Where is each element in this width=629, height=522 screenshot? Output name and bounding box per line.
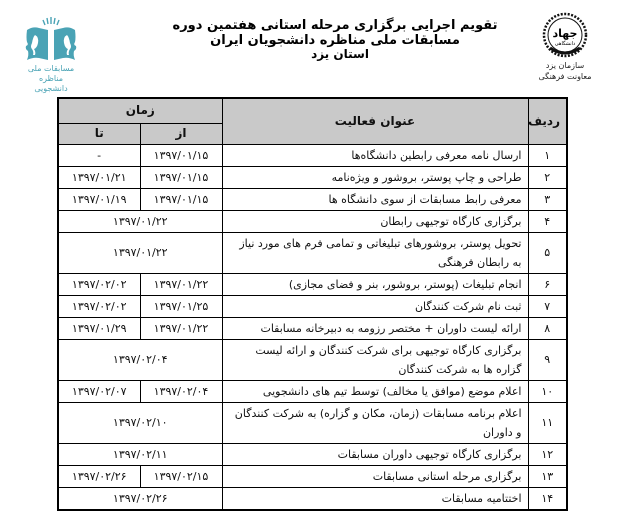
row-number: ۴ xyxy=(528,210,567,232)
activity-cell: معرفی رابط مسابقات از سوی دانشگاه ها xyxy=(222,188,528,210)
header-from: از xyxy=(140,123,222,144)
from-date: ۱۳۹۷/۰۱/۱۵ xyxy=(140,166,222,188)
header-radif: ردیف xyxy=(528,98,567,144)
schedule-table xyxy=(57,97,568,511)
row-number: ۶ xyxy=(528,273,567,295)
single-date: ۱۳۹۷/۰۲/۲۶ xyxy=(58,487,222,510)
activity-cell: اعلام برنامه مسابقات (زمان، مکان و گزاره) به شرکت کنندگان و داوران xyxy=(222,402,528,443)
to-date: ۱۳۹۷/۰۱/۱۹ xyxy=(58,188,140,210)
to-date: ۱۳۹۷/۰۲/۲۶ xyxy=(58,465,140,487)
single-date: ۱۳۹۷/۰۲/۱۰ xyxy=(58,402,222,443)
jahad-emblem-text: جهاد xyxy=(552,27,578,40)
activity-cell: برگزاری کارگاه توجیهی داوران مسابقات xyxy=(222,443,528,465)
activity-cell: طراحی و چاپ پوستر، بروشور و ویژه‌نامه xyxy=(222,166,528,188)
activity-cell: اعلام موضع (موافق یا مخالف) توسط تیم های دانشجویی xyxy=(222,380,528,402)
header-activity: عنوان فعالیت xyxy=(222,98,528,144)
row-number: ۷ xyxy=(528,295,567,317)
from-date: ۱۳۹۷/۰۱/۲۵ xyxy=(140,295,222,317)
jahad-emblem-icon xyxy=(530,10,600,62)
activity-cell: ارائه لیست داوران + مختصر رزومه به دبیرخانه مسابقات xyxy=(222,317,528,339)
from-date: ۱۳۹۷/۰۲/۱۵ xyxy=(140,465,222,487)
from-date: ۱۳۹۷/۰۱/۲۲ xyxy=(140,317,222,339)
row-number: ۸ xyxy=(528,317,567,339)
table-row xyxy=(58,402,567,443)
left-logo-line2: مناظره دانشجویی xyxy=(34,74,68,93)
single-date: ۱۳۹۷/۰۲/۰۴ xyxy=(58,339,222,380)
activity-cell: ثبت نام شرکت کنندگان xyxy=(222,295,528,317)
row-number: ۱۴ xyxy=(528,487,567,510)
row-number: ۲ xyxy=(528,166,567,188)
activity-cell: انجام تبلیغات (پوستر، بروشور، بنر و فضای مجازی) xyxy=(222,273,528,295)
header-time: زمان xyxy=(58,98,222,123)
activity-cell: برگزاری مرحله استانی مسابقات xyxy=(222,465,528,487)
to-date: ۱۳۹۷/۰۲/۰۲ xyxy=(58,295,140,317)
row-number: ۱ xyxy=(528,144,567,166)
table-row xyxy=(58,166,567,188)
table-row xyxy=(58,487,567,510)
from-date: ۱۳۹۷/۰۲/۰۴ xyxy=(140,380,222,402)
to-date: ۱۳۹۷/۰۲/۰۲ xyxy=(58,273,140,295)
from-date: ۱۳۹۷/۰۱/۱۵ xyxy=(140,144,222,166)
table-row xyxy=(58,465,567,487)
table-row xyxy=(58,144,567,166)
row-number: ۵ xyxy=(528,232,567,273)
activity-cell: تحویل پوستر، بروشورهای تبلیغاتی و تمامی فرم های مورد نیاز به رابطان فرهنگی xyxy=(222,232,528,273)
page-title: تقویم اجرایی برگزاری مرحله استانی هفتمین دوره مسابقات ملی مناظره دانشجویان ایران xyxy=(172,18,498,48)
row-number: ۹ xyxy=(528,339,567,380)
row-number: ۱۱ xyxy=(528,402,567,443)
jahad-logo xyxy=(530,10,600,85)
left-logo-line1: مسابقات ملی xyxy=(27,64,75,73)
single-date: ۱۳۹۷/۰۲/۱۱ xyxy=(58,443,222,465)
to-date: ۱۳۹۷/۰۱/۲۹ xyxy=(58,317,140,339)
header-to: تا xyxy=(58,123,140,144)
table-row xyxy=(58,295,567,317)
table-row xyxy=(58,188,567,210)
page-subtitle: استان یزد xyxy=(311,47,369,61)
right-logo-line2: معاونت فرهنگی xyxy=(538,72,592,81)
activity-cell: ارسال نامه معرفی رابطین دانشگاه‌ها xyxy=(222,144,528,166)
table-row xyxy=(58,339,567,380)
activity-cell: اختتامیه مسابقات xyxy=(222,487,528,510)
to-date: ۱۳۹۷/۰۲/۰۷ xyxy=(58,380,140,402)
debate-competition-logo xyxy=(22,16,80,93)
row-number: ۳ xyxy=(528,188,567,210)
single-date: ۱۳۹۷/۰۱/۲۲ xyxy=(58,210,222,232)
activity-cell: برگزاری کارگاه توجیهی برای شرکت کنندگان و ارائه لیست گزاره ها به شرکت کنندگان xyxy=(222,339,528,380)
from-date: ۱۳۹۷/۰۱/۲۲ xyxy=(140,273,222,295)
activity-cell: برگزاری کارگاه توجیهی رابطان xyxy=(222,210,528,232)
row-number: ۱۰ xyxy=(528,380,567,402)
row-number: ۱۲ xyxy=(528,443,567,465)
table-row xyxy=(58,380,567,402)
table-row xyxy=(58,317,567,339)
table-row xyxy=(58,232,567,273)
single-date: ۱۳۹۷/۰۱/۲۲ xyxy=(58,232,222,273)
table-row xyxy=(58,443,567,465)
to-date: ۱۳۹۷/۰۱/۲۱ xyxy=(58,166,140,188)
right-logo-line1: سازمان یزد xyxy=(545,61,585,70)
row-number: ۱۳ xyxy=(528,465,567,487)
from-date: ۱۳۹۷/۰۱/۱۵ xyxy=(140,188,222,210)
jahad-emblem-sub: دانشگاهی xyxy=(554,41,576,47)
to-date: - xyxy=(58,144,140,166)
table-row xyxy=(58,273,567,295)
table-row xyxy=(58,210,567,232)
